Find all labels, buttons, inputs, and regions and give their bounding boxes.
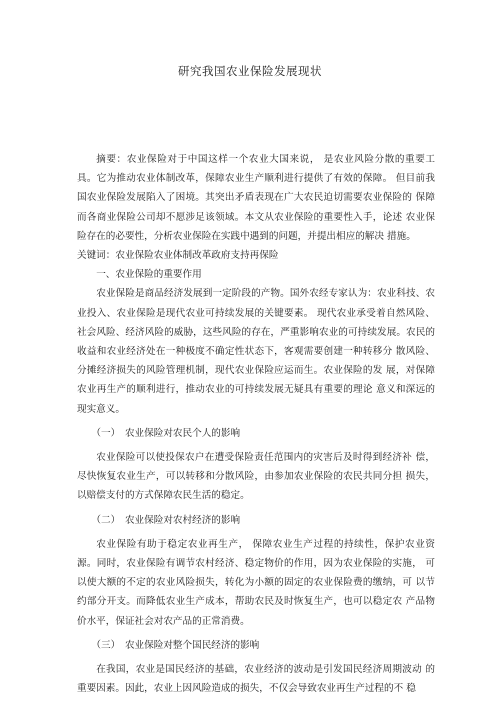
subsection-heading: （二） 农业保险对农村经济的影响: [91, 514, 241, 526]
body-paragraph: 农业保险有助于稳定农业再生产， 保障农业生产过程的持续性，保护农业资源。同时，农业保险有调节农村经济、稳定物价的作用，因为农业保险的实施， 可以使大额的不定的农业风险损失，转化为小额的固定的农业保险费的缴纳，可 以节约部分开支。而降低农业生产成本，帮助农民及时恢复生产，也可以稳定农 产品物价水平，保证社会对农产品的正常消费。: [77, 538, 435, 627]
body-paragraph: 农业保险可以使投保农户在遭受保险责任范围内的灾害后及时得到经济补 偿，尽快恢复农业生产，可以转移和分散风险，由参加农业保险的农民共同分担 损失，以赔偿支付的方式保障农民生活的稳定。: [77, 452, 435, 502]
subsection-heading: （一） 农业保险对农民个人的影响: [91, 427, 241, 439]
section-heading: 一、农业保险的重要作用: [96, 269, 202, 281]
body-paragraph: 农业保险是商品经济发展到一定阶段的产物。国外农经专家认为：农业科技、农业投入、农业保险是现代农业可持续发展的关键要素。 现代农业承受着自然风险、社会风险、经济风险的威胁，这些风险的存在，严重影响农业的可持续发展。农民的收益和农业经济处在一种极度不确定性状态下，客观需要创建一种转移分 散风险、分摊经济损失的风险管理机制，现代农业保险应运而生。农业保险的发 展，对保障农业再生产的顺利进行，推动农业的可持续发展无疑具有重要的理论 意义和深远的现实意义。: [77, 288, 435, 415]
subsection-heading: （三） 农业保险对整个国民经济的影响: [91, 639, 260, 651]
body-paragraph: 在我国，农业是国民经济的基础，农业经济的波动是引发国民经济周期波动 的重要因素。因此，农业上因风险造成的损失，不仅会导致农业再生产过程的不 稳: [77, 664, 435, 695]
keywords-line: 关键词：农业保险农业体制改革政府支持再保险: [77, 250, 279, 262]
document-body: [77, 150, 435, 698]
abstract-paragraph: 摘要：农业保险对于中国这样一个农业大国来说， 是农业风险分散的重要工具。它为推动农业体制改革，保障农业生产顺利进行提供了有效的保障。 但目前我国农业保险发展陷入了困境。其突出矛盾表现在广大农民迫切需要农业保险的 保障而各商业保险公司却不愿涉足该领域。本文从农业保险的重要性入手，论述 农业保险存在的必要性，分析农业保险在实践中遇到的问题，并提出相应的解决 措施。: [77, 154, 435, 242]
document-title: 研究我国农业保险发展现状: [178, 64, 322, 78]
